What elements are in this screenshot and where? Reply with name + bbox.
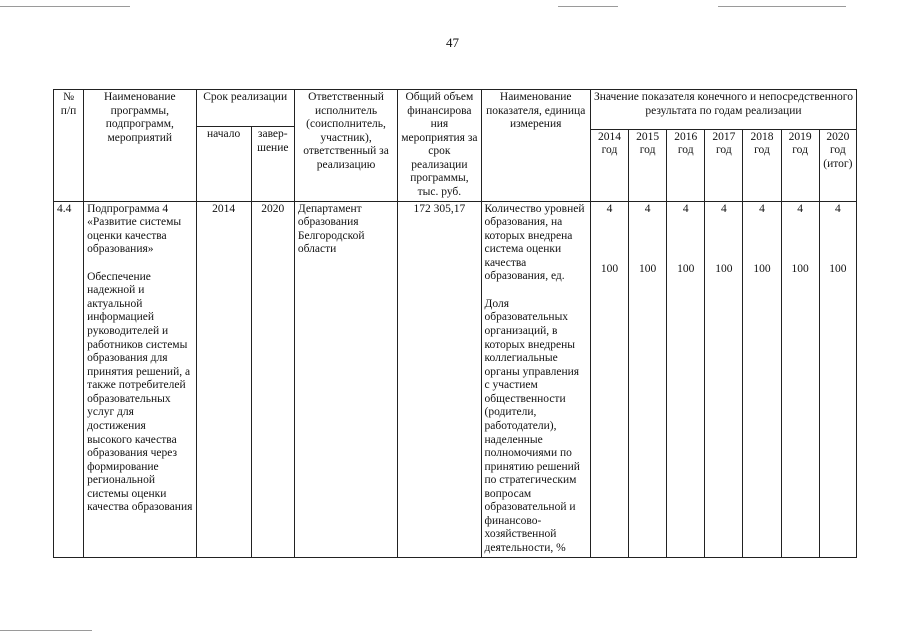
indicator-name: Доля образовательных организаций, в которых внедрены коллегиальные органы управления с участием общественности (родители, работодатели), наделенные полномочиями по принятию решений по стратегическим вопросам образовательной и финансово-хозяйственной деятельности, % <box>484 297 580 554</box>
value-cell: 4 100 <box>819 201 856 557</box>
header-year: 2019 год <box>781 129 819 201</box>
header-end: завер-шение <box>251 127 294 202</box>
scan-line <box>0 630 92 631</box>
header-year: 2014 год <box>590 129 628 201</box>
program-table <box>53 89 857 558</box>
table-row <box>54 201 857 557</box>
page-number: 47 <box>446 35 459 50</box>
header-year: 2015 год <box>629 129 667 201</box>
row-responsible: Департамент образования Белгородской области <box>294 201 397 557</box>
header-start: начало <box>196 127 251 202</box>
row-name <box>84 201 196 557</box>
scan-line <box>718 6 846 7</box>
row-num: 4.4 <box>54 201 84 557</box>
header-indicator: Наименование показателя, единица измерения <box>481 90 590 202</box>
value-cell: 4 100 <box>667 201 705 557</box>
row-indicators <box>481 201 590 557</box>
header-funding: Общий объем финансирова ния мероприятия за срок реализации программы, тыс. руб. <box>398 90 481 202</box>
header-period: Срок реализации <box>196 90 294 127</box>
value-cell: 4 100 <box>743 201 781 557</box>
row-name-title: Подпрограмма 4 «Развитие системы оценки качества образования» <box>87 202 182 256</box>
indicator-name: Количество уровней образования, на которых внедрена система оценки качества образования, ед. <box>484 202 585 283</box>
value-cell: 4 100 <box>590 201 628 557</box>
row-name-goal: Обеспечение надежной и актуальной информацией руководителей и работников системы образования для принятия решений, а также потребителей образовательных услуг для достижения высокого качества образования через формирование региональной системы оценки качества образования <box>87 270 193 514</box>
header-year: 2017 год <box>705 129 743 201</box>
header-year: 2018 год <box>743 129 781 201</box>
header-num: № п/п <box>54 90 84 202</box>
row-funding: 172 305,17 <box>398 201 481 557</box>
row-end: 2020 <box>251 201 294 557</box>
value-cell: 4 100 <box>629 201 667 557</box>
row-start: 2014 <box>196 201 251 557</box>
header-name: Наименование программы, подпрограмм, мероприятий <box>84 90 196 202</box>
header-values-title: Значение показателя конечного и непосредственного результата по годам реализации <box>590 90 856 130</box>
scan-line <box>0 6 130 7</box>
value-cell: 4 100 <box>705 201 743 557</box>
header-responsible: Ответственный исполнитель (соисполнитель, участник), ответственный за реализацию <box>294 90 397 202</box>
header-year: 2020 год (итог) <box>819 129 856 201</box>
scan-line <box>558 6 618 7</box>
header-row-1 <box>54 90 857 127</box>
header-year: 2016 год <box>667 129 705 201</box>
value-cell: 4 100 <box>781 201 819 557</box>
